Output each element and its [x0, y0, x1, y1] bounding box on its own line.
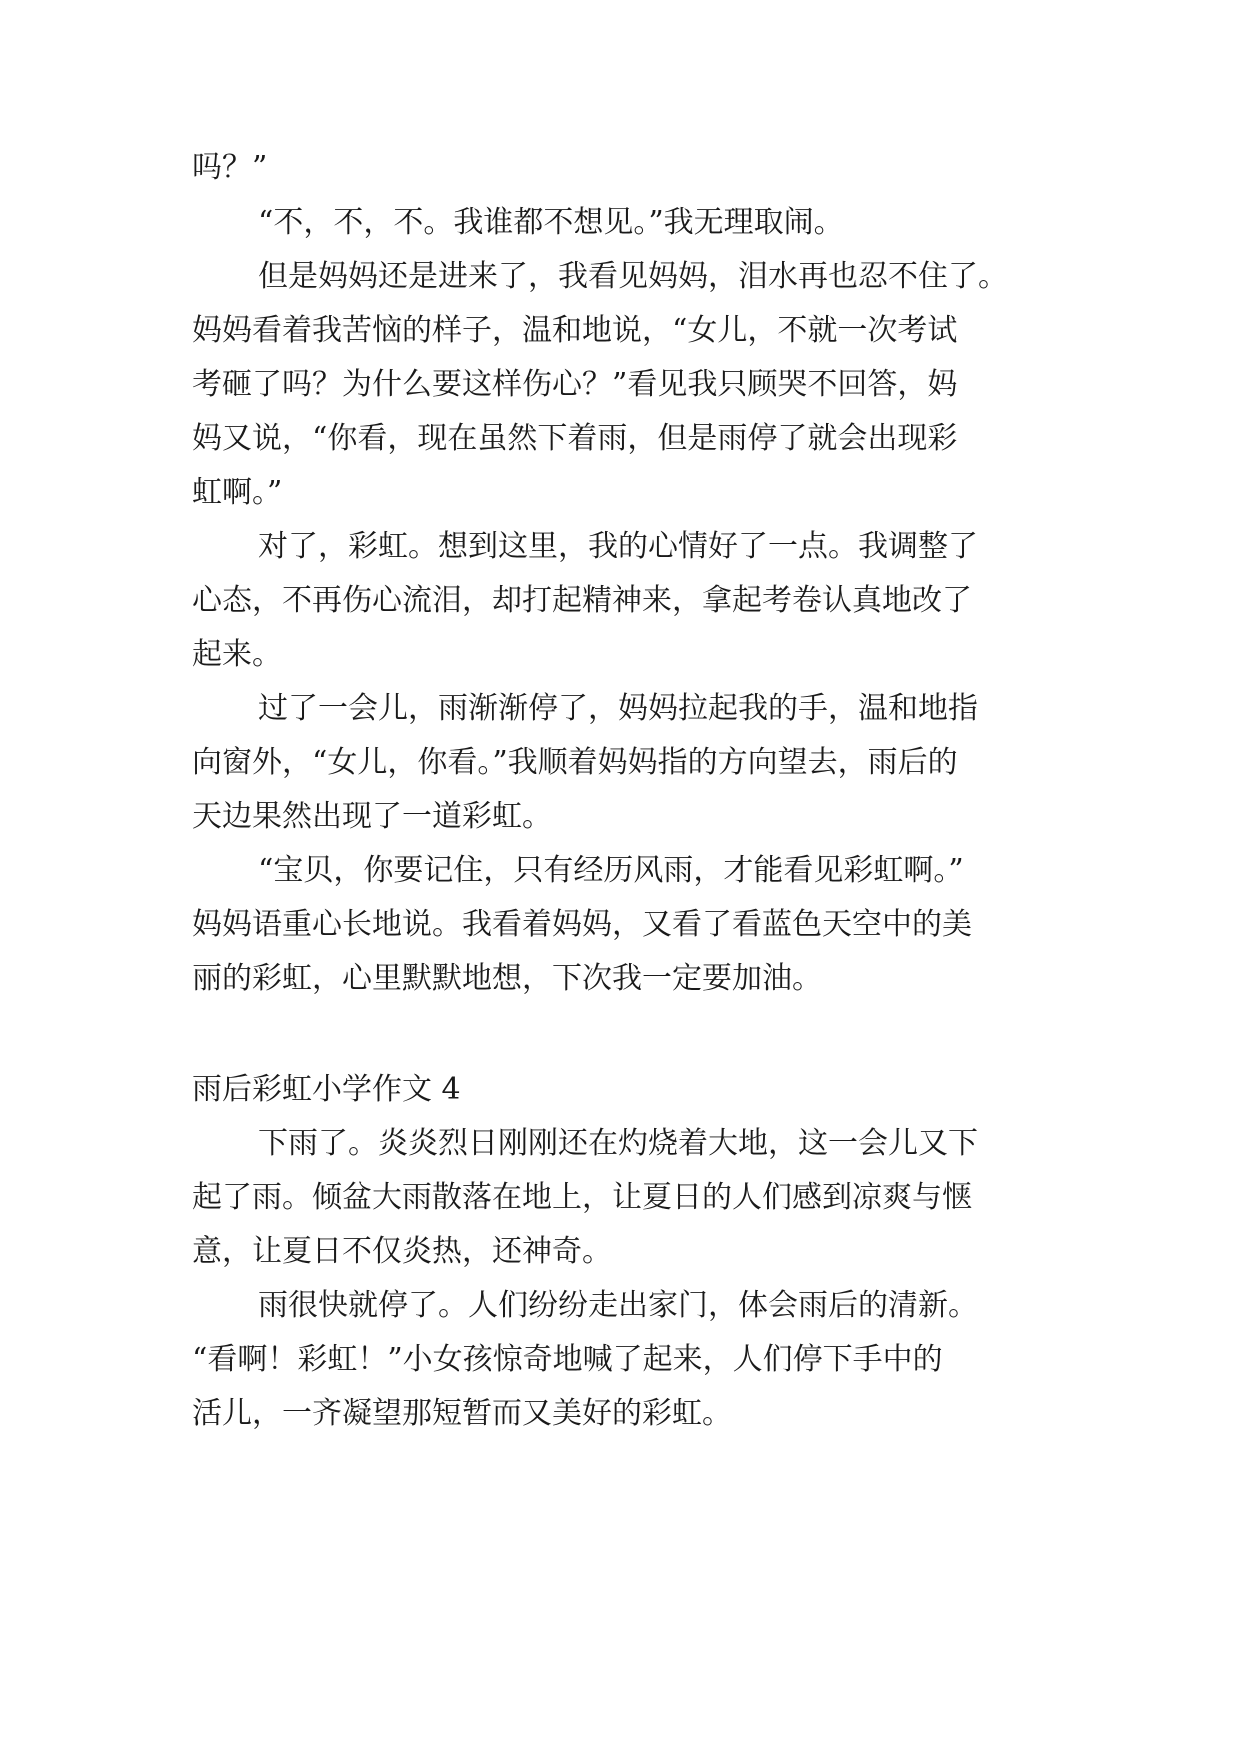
text-line: 妈妈看着我苦恼的样子，温和地说，“女儿，不就一次考试: [192, 313, 958, 348]
text-line: 活儿，一齐凝望那短暂而又美好的彩虹。: [192, 1396, 732, 1431]
text-line: 妈又说，“你看，现在虽然下着雨，但是雨停了就会出现彩: [192, 421, 958, 456]
text-line: “宝贝，你要记住，只有经历风雨，才能看见彩虹啊。”: [258, 853, 964, 888]
text-line: 对了，彩虹。想到这里，我的心情好了一点。我调整了: [258, 529, 978, 564]
text-line: 但是妈妈还是进来了，我看见妈妈，泪水再也忍不住了。: [258, 259, 1008, 294]
text-line: 虹啊。”: [192, 475, 283, 510]
text-line: 雨很快就停了。人们纷纷走出家门，体会雨后的清新。: [258, 1288, 978, 1323]
text-line: 起了雨。倾盆大雨散落在地上，让夏日的人们感到凉爽与惬: [192, 1180, 972, 1215]
text-line: “看啊！彩虹！”小女孩惊奇地喊了起来，人们停下手中的: [192, 1342, 943, 1377]
text-line: 意，让夏日不仅炎热，还神奇。: [192, 1234, 612, 1269]
text-line: 考砸了吗？为什么要这样伤心？”看见我只顾哭不回答，妈: [192, 367, 958, 402]
text-line: 天边果然出现了一道彩虹。: [192, 799, 552, 834]
text-line: 向窗外，“女儿，你看。”我顺着妈妈指的方向望去，雨后的: [192, 745, 958, 780]
text-line: 吗？”: [192, 150, 268, 185]
text-line: 起来。: [192, 637, 282, 672]
text-line: 丽的彩虹，心里默默地想，下次我一定要加油。: [192, 961, 822, 996]
text-line: 过了一会儿，雨渐渐停了，妈妈拉起我的手，温和地指: [258, 691, 978, 726]
text-line: “不，不，不。我谁都不想见。”我无理取闹。: [258, 205, 844, 240]
text-line: 妈妈语重心长地说。我看着妈妈，又看了看蓝色天空中的美: [192, 907, 972, 942]
section-heading: 雨后彩虹小学作文 4: [192, 1072, 461, 1107]
text-line: 心态，不再伤心流泪，却打起精神来，拿起考卷认真地改了: [192, 583, 972, 618]
text-line: 下雨了。炎炎烈日刚刚还在灼烧着大地，这一会儿又下: [258, 1126, 978, 1161]
